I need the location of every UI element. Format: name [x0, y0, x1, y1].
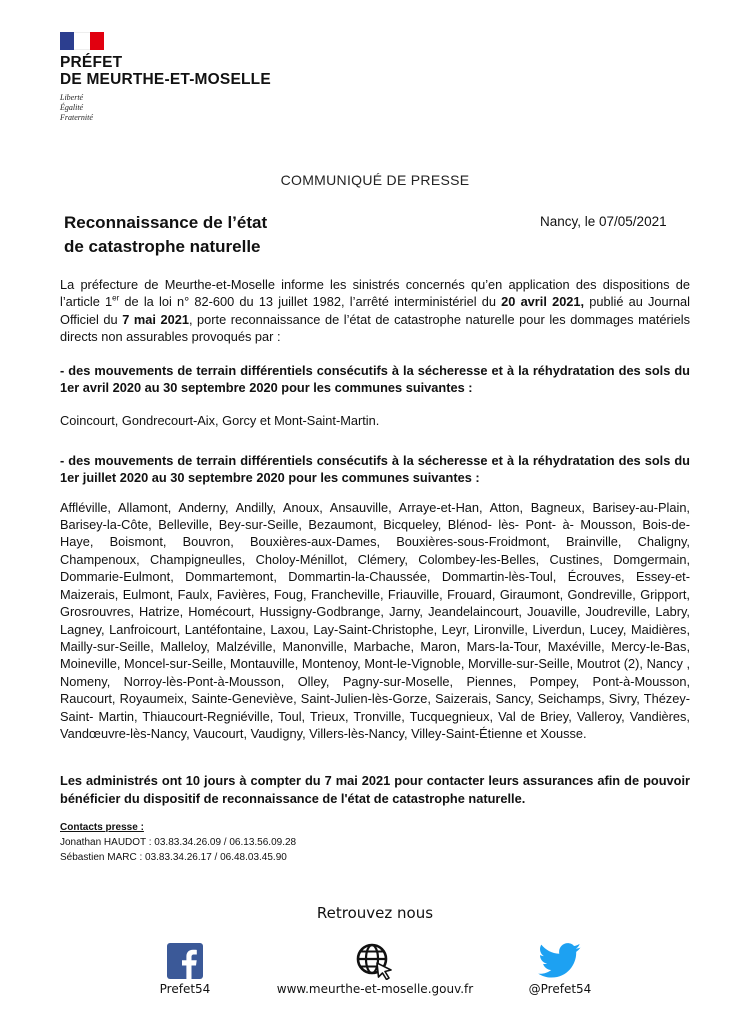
facebook-link[interactable] — [140, 942, 230, 996]
website-label: www.meurthe-et-moselle.gouv.fr — [276, 982, 474, 996]
subject-line-1: Reconnaissance de l’état — [64, 213, 268, 232]
contact-line-2: Sébastien MARC : 03.83.34.26.17 / 06.48.03.45.90 — [60, 852, 287, 863]
french-flag-icon — [60, 32, 104, 50]
logo-motto — [60, 93, 271, 123]
section2-heading: - des mouvements de terrain différentiels consécutifs à la sécheresse et à la réhydratation des sols du 1er juillet 2020 au 30 septembre 2020 pour les communes suivantes : — [60, 452, 690, 486]
contact-line-1: Jonathan HAUDOT : 03.83.34.26.09 / 06.13.56.09.28 — [60, 837, 297, 848]
motto-liberte: Liberté — [60, 93, 84, 102]
closing-paragraph: Les administrés ont 10 jours à compter du 7 mai 2021 pour contacter leurs assurances afin de pouvoir bénéficier du dispositif de reconnaissance de l'état de catastrophe naturelle. — [60, 773, 690, 806]
facebook-icon — [167, 943, 203, 979]
website-link[interactable] — [255, 942, 495, 996]
social-title: Retrouvez nous — [316, 904, 434, 922]
section1-heading: - des mouvements de terrain différentiels consécutifs à la sécheresse et à la réhydratation des sols du 1er avril 2020 au 30 septembre 2020 pour les communes suivantes : — [60, 362, 690, 396]
motto-egalite: Égalité — [60, 103, 84, 112]
twitter-bird-icon — [538, 943, 582, 979]
subject-line-2: de catastrophe naturelle — [64, 237, 261, 256]
motto-fraternite: Fraternité — [60, 113, 93, 122]
prefecture-logo — [60, 32, 271, 123]
document-body — [60, 276, 690, 807]
press-contacts — [60, 820, 296, 865]
facebook-label: Prefet54 — [159, 982, 211, 996]
intro-paragraph: La préfecture de Meurthe-et-Moselle informe les sinistrés concernés qu’en application des dispositions de l’article 1er de la loi n° 82-600 du 13 juillet 1982, l’arrêté interministériel du 20 avril 2021, publié au Journal Officiel du 7 mai 2021, porte reconnaissance de l’état de catastrophe naturelle pour les dommages matériels directs non assurables provoqués par : — [60, 277, 691, 345]
document-subject — [64, 211, 267, 259]
logo-department: DE MEURTHE-ET-MOSELLE — [60, 71, 271, 88]
document-date: Nancy, le 07/05/2021 — [540, 214, 667, 229]
section2-communes: Affléville, Allamont, Anderny, Andilly, Anoux, Ansauville, Arraye-et-Han, Atton, Bagneux, Barisey-au-Plain, Barisey-la-Côte, Belleville, Bey-sur-Seille, Bezaumont, Bicqueley, Blénod- lès- Pont- à- Mousson, Bois-de-Haye, Boismont, Bouvron, Bouxières-aux-Dames, Bouxières-sous-Froidmont, Brainville, Chaligny, Champenoux, Champigneulles, Choloy-Ménillot, Clémery, Colombey-les-Belles, Custines, Domgermain, Dommarie-Eulmont, Dommartemont, Dommartin-la-Chaussée, Dommartin-lès-Toul, Écrouves, Essey-et-Maizerais, Eulmont, Faulx, Favières, Foug, Francheville, Friauville, Frouard, Giraumont, Gondreville, Gripport, Grosrouvres, Hatrize, Homécourt, Hussigny-Godbrange, Jarny, Jeandelaincourt, Jouaville, Joudreville, Labry, Lagney, Lanfroicourt, Lantéfontaine, Laxou, Lay-Saint-Christophe, Leyr, Lironville, Liverdun, Lucey, Maidières, Mailly-sur-Seille, Malleloy, Malzéville, Manonville, Marbache, Maron, Mars-la-Tour, Maxéville, Mercy-le-Bas, Moineville, Moncel-sur-Seille, Montauville, Montenoy, Mont-le-Vignoble, Morville-sur-Seille, Moutrot (2), Nancy , Nomeny, Norroy-lès-Pont-à-Mousson, Olley, Pagny-sur-Moselle, Piennes, Pompey, Pont-à-Mousson, Raucourt, Royaumeix, Sainte-Geneviève, Saint-Julien-lès-Gorze, Saizerais, Sancy, Seichamps, Sivry, Thézey- Saint- Martin, Thiaucourt-Regniéville, Toul, Trieux, Tronville, Tucquegnieux, Val de Briey, Valleroy, Vandières, Vandœuvre-lès-Nancy, Vaucourt, Vaudigny, Villers-lès-Nancy, Villey-Saint-Étienne et Xousse. — [60, 499, 690, 741]
document-type: COMMUNIQUÉ DE PRESSE — [280, 172, 470, 188]
twitter-link[interactable] — [510, 942, 610, 996]
globe-cursor-icon — [355, 942, 395, 980]
contacts-title: Contacts presse : — [60, 822, 144, 833]
logo-prefet: PRÉFET — [60, 54, 123, 71]
section1-communes: Coincourt, Gondrecourt-Aix, Gorcy et Mont-Saint-Martin. — [60, 413, 380, 429]
twitter-label: @Prefet54 — [528, 982, 592, 996]
